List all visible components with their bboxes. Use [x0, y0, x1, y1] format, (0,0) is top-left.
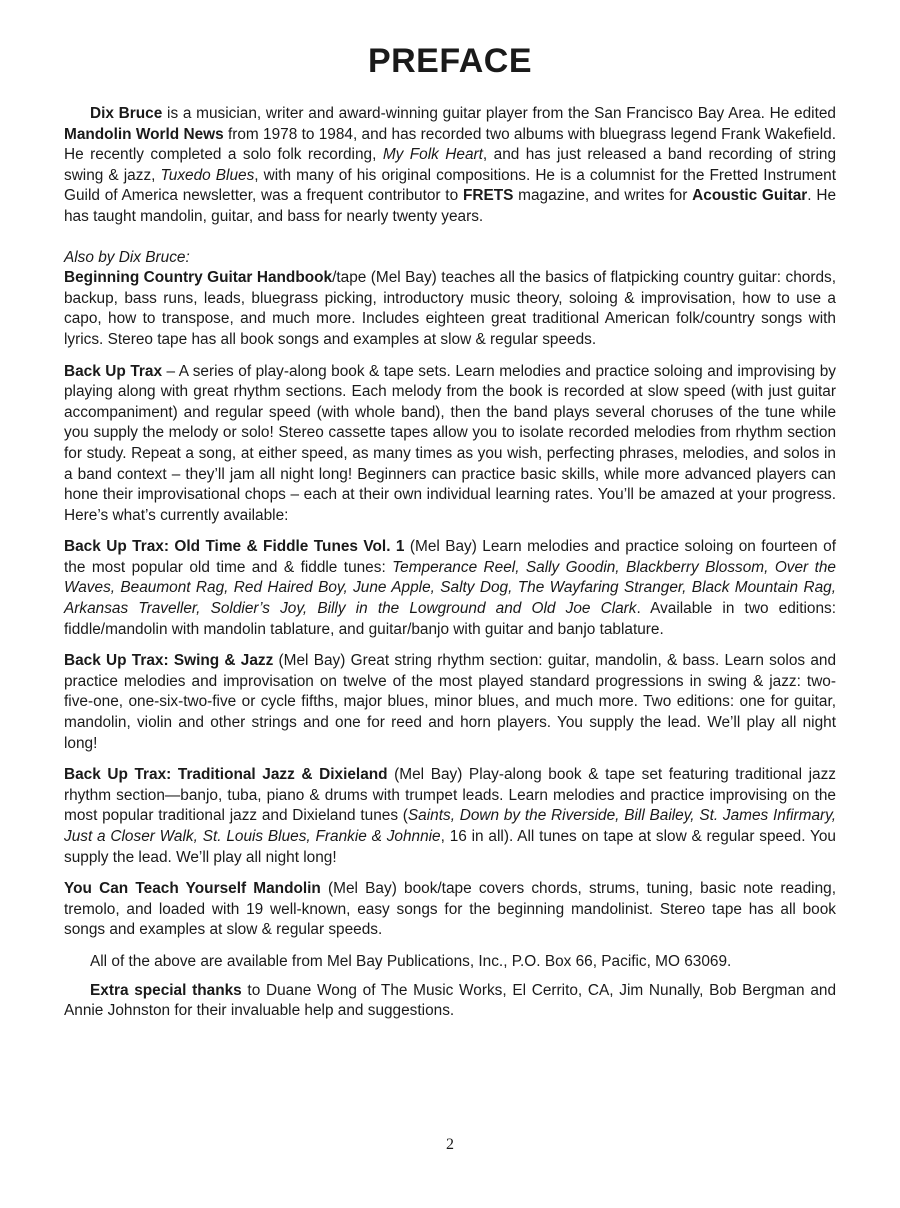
swing-jazz-title: Back Up Trax: Swing & Jazz: [64, 652, 274, 670]
swing-jazz-paragraph: [64, 651, 836, 754]
dixieland-title: Back Up Trax: Traditional Jazz & Dixieland: [64, 766, 388, 784]
bio-text-4: , with many of his original compositions. He is a columnist for the Fretted Instrument Guild of America newsletter, was a frequent contributor to: [64, 166, 837, 205]
thanks-lead: Extra special thanks: [90, 981, 242, 999]
author-name: Dix Bruce: [90, 105, 163, 122]
beginning-country-title: Beginning Country Guitar Handbook: [64, 269, 333, 287]
mandolin-title: You Can Teach Yourself Mandolin: [64, 880, 321, 898]
bio-text-2: from 1978 to 1984, and has recorded two albums with bluegrass legend Frank Wakefield. He recently completed a solo folk recording,: [64, 125, 836, 164]
bio-text-3: , and has just released a band recording of string swing & jazz,: [64, 146, 837, 184]
old-time-title: Back Up Trax: Old Time & Fiddle Tunes Vol. 1: [64, 538, 405, 556]
beginning-country-paragraph: [64, 268, 836, 350]
thanks-paragraph: [64, 981, 836, 1022]
dixieland-tunes: Saints, Down by the Riverside, Bill Bailey, St. James Infirmary, Just a Closer Walk, St. Louis Blues, Frankie & Johnnie: [64, 807, 836, 845]
back-up-trax-paragraph: [64, 362, 836, 527]
bio-text-5: magazine, and writes for: [513, 187, 693, 205]
document-body: [64, 104, 836, 1022]
album-tuxedo-blues: Tuxedo Blues: [160, 166, 255, 184]
thanks-text: to Duane Wong of The Music Works, El Cerrito, CA, Jim Nunally, Bob Bergman and Annie Johnston for their invaluable help and suggestions.: [64, 981, 836, 1020]
dixieland-text-2: , 16 in all). All tunes on tape at slow & regular speed. You supply the lead. We’ll play all night long!: [64, 828, 836, 866]
mandolin-text: (Mel Bay) book/tape covers chords, strums, tuning, basic note reading, tremolo, and loaded with 19 well-known, easy songs for the beginning mandolinist. Stereo tape has all book songs and examples at slow & regular speeds.: [64, 880, 836, 939]
old-time-paragraph: [64, 537, 836, 640]
page-number: 2: [446, 1136, 454, 1153]
album-my-folk-heart: My Folk Heart: [382, 146, 483, 164]
magazine-acoustic-guitar: Acoustic Guitar: [692, 187, 808, 205]
magazine-frets: FRETS: [462, 187, 514, 205]
dixieland-text: (Mel Bay) Play-along book & tape set featuring traditional jazz rhythm section—banjo, tuba, piano & drums with trumpet leads. Learn melodies and practice improvising on the most popular traditional jazz and Dixieland tunes (: [64, 766, 836, 825]
back-up-trax-title: Back Up Trax: [64, 362, 163, 380]
availability-paragraph: All of the above are available from Mel Bay Publications, Inc., P.O. Box 66, Pacific, MO 63069.: [90, 952, 732, 970]
bio-text-1: is a musician, writer and award-winning guitar player from the San Francisco Bay Area. He edited: [162, 105, 836, 122]
swing-jazz-text: (Mel Bay) Great string rhythm section: guitar, mandolin, & bass. Learn solos and practice melodies and improvisation on twelve of the most played standard progressions in swing & jazz: two-five-one, one-six-two-five or cycle fifths, major blues, minor blues, and much more. Two editions: one for guitar, mandolin, violin and other strings and one for reed and horn players. You supply the lead. We’ll play all night long!: [64, 652, 837, 752]
mandolin-paragraph: [64, 879, 836, 941]
bio-text-6: . He has taught mandolin, guitar, and bass for nearly twenty years.: [64, 187, 836, 225]
old-time-tunes: Temperance Reel, Sally Goodin, Blackberry Blossom, Over the Waves, Beaumont Rag, Red Haired Boy, June Apple, Salty Dog, The Wayfaring Stranger, Black Mountain Rag, Arkansas Traveller, Soldier’s Joy, Billy in the Lowground and Old Joe Clark: [64, 558, 836, 618]
old-time-text: (Mel Bay) Learn melodies and practice soloing on fourteen of the most popular old time and & fiddle tunes:: [64, 538, 836, 576]
dixieland-paragraph: [64, 765, 836, 868]
magazine-mandolin-world-news: Mandolin World News: [64, 125, 224, 143]
also-by-heading: Also by Dix Bruce:: [64, 248, 190, 266]
beginning-country-text: /tape (Mel Bay) teaches all the basics of flatpicking country guitar: chords, backup, bass runs, leads, bluegrass picking, introductory music theory, soloing & improvisation, how to use a capo, how to transpose, and much more. Includes eighteen great traditional American folk/country songs with lyrics. Stereo tape has all book songs and examples at slow & regular speeds.: [64, 269, 836, 348]
back-up-trax-text: – A series of play-along book & tape sets. Learn melodies and practice soloing and improvising by playing along with great rhythm sections. Each melody from the book is recorded at slow speed (with just guitar accompaniment) and regular speed (with whole band), then the band plays several choruses of the tune while you supply the melody or solo! Stereo cassette tapes allow you to isolate recorded melodies from rhythm section for study. Repeat a song, at either speed, as many times as you wish, perfecting phrases, melodies, and solos in a band context – they’ll jam all night long! Beginners can practice basic skills, while more advanced players can hone their improvisational chops – each at their own individual learning rates. You’ll be amazed at your progress. Here’s what’s currently available:: [64, 362, 836, 524]
page-title: PREFACE: [367, 42, 533, 80]
author-bio-paragraph: [64, 104, 836, 228]
old-time-text-2: . Available in two editions: fiddle/mandolin with mandolin tablature, and guitar/banjo with guitar and banjo tablature.: [64, 600, 836, 638]
